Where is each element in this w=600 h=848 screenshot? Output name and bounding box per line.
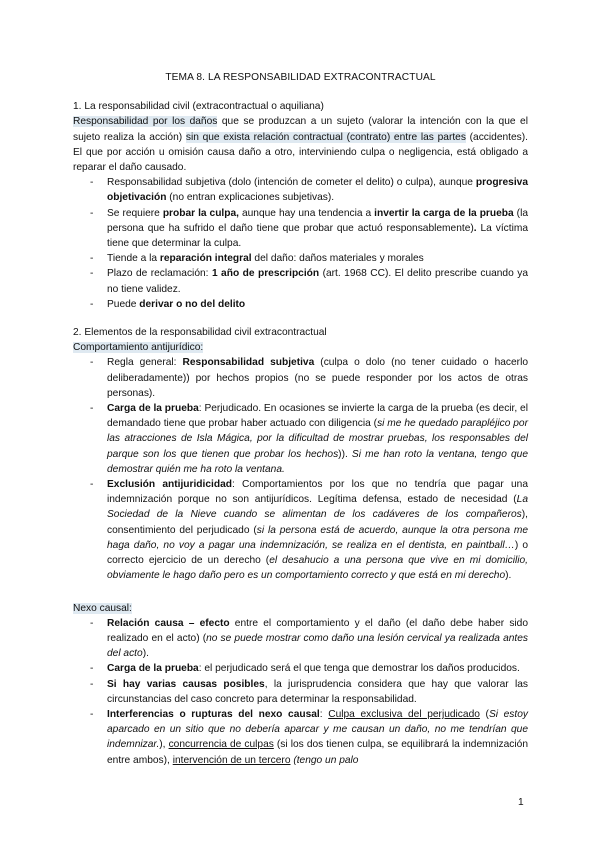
highlight-text: sin que exista relación contractual (contrato) entre las partes bbox=[185, 131, 466, 143]
bullet-list-1 bbox=[73, 175, 528, 312]
subheading-comportamiento: Comportamiento antijurídico: bbox=[73, 342, 204, 354]
subheading-nexo-causal: Nexo causal: bbox=[73, 602, 132, 614]
page-number: 1 bbox=[518, 797, 524, 808]
document-title: TEMA 8. LA RESPONSABILIDAD EXTRACONTRACTUAL bbox=[165, 72, 436, 83]
bullet-list-2 bbox=[73, 355, 528, 583]
highlight-text: Responsabilidad por los daños bbox=[73, 116, 218, 128]
list-item: - Plazo de reclamación: 1 año de prescripción (art. 1968 CC). El delito prescribe cuando ya no tiene validez. bbox=[73, 266, 528, 296]
section-heading-1: 1. La responsabilidad civil (extracontractual o aquiliana) bbox=[73, 101, 324, 113]
document-page bbox=[73, 70, 528, 768]
list-item: - Si hay varias causas posibles, la jurisprudencia considera que hay que valorar las circunstancias del caso concreto para determinar la responsabilidad. bbox=[73, 677, 528, 707]
list-item: - Tiende a la reparación integral del daño: daños materiales y morales bbox=[73, 251, 528, 266]
list-item: - Carga de la prueba: Perjudicado. En ocasiones se invierte la carga de la prueba (es decir, el demandado tiene que probar haber actuado con diligencia (si me he quedado parapléjico por las atracciones de Isla Mágica, por la dificultad de mostrar pruebas, los responsables del parque son los que tienen que probar los hechos)). Si me han roto la ventana, tengo que demostrar quién me ha roto la ventana. bbox=[73, 401, 528, 477]
list-item: - Regla general: Responsabilidad subjetiva (culpa o dolo (no tener cuidado o hacerlo deliberadamente)) por hechos propios (no se puede responder por los actos de otras personas). bbox=[73, 355, 528, 401]
list-item: - Exclusión antijuridicidad: Comportamientos por los que no tendría que pagar una indemnización porque no son antijurídicos. Legítima defensa, estado de necesidad (La Sociedad de la Nieve cuando se alimentan de los cadáveres de los compañeros), consentimiento del perjudicado (si la persona está de acuerdo, aunque la otra persona me haga daño, no voy a pagar una indemnización, se realiza en el dentista, en paintball…) o correcto ejercicio de un derecho (el desahucio a una persona que vive en mi domicilio, obviamente le hago daño pero es un comportamiento correcto y que está en mi derecho). bbox=[73, 477, 528, 583]
list-item: - Puede derivar o no del delito bbox=[73, 297, 528, 312]
section-heading-2: 2. Elementos de la responsabilidad civil extracontractual bbox=[73, 327, 327, 339]
list-item: - Responsabilidad subjetiva (dolo (intención de cometer el delito) o culpa), aunque progresiva objetivación (no entran explicaciones subjetivas). bbox=[73, 175, 528, 205]
bullet-list-3 bbox=[73, 616, 528, 768]
intro-paragraph: Responsabilidad por los daños que se produzcan a un sujeto (valorar la intención con la que el sujeto realiza la acción) sin que exista relación contractual (contrato) entre las partes (accidentes). El que por acción u omisión causa daño a otro, interviniendo culpa o negligencia, está obligado a reparar el daño causado. bbox=[73, 116, 528, 174]
list-item: - Carga de la prueba: el perjudicado será el que tenga que demostrar los daños producidos. bbox=[73, 661, 528, 676]
list-item: - Se requiere probar la culpa, aunque hay una tendencia a invertir la carga de la prueba (la persona que ha sufrido el daño tiene que probar que actuó responsablemente). La víctima tiene que determinar la culpa. bbox=[73, 206, 528, 252]
list-item: - Interferencias o rupturas del nexo causal: Culpa exclusiva del perjudicado (Si estoy aparcado en un sitio que no debería aparcar y me causan un daño, no me tendrían que indemnizar.), concurrencia de culpas (si los dos tienen culpa, se equilibrará la indemnización entre ambos), intervención de un tercero (tengo un palo bbox=[73, 707, 528, 768]
list-item: - Relación causa – efecto entre el comportamiento y el daño (el daño debe haber sido realizado en el acto) (no se puede mostrar como daño una lesión cervical ya realizada antes del acto). bbox=[73, 616, 528, 662]
